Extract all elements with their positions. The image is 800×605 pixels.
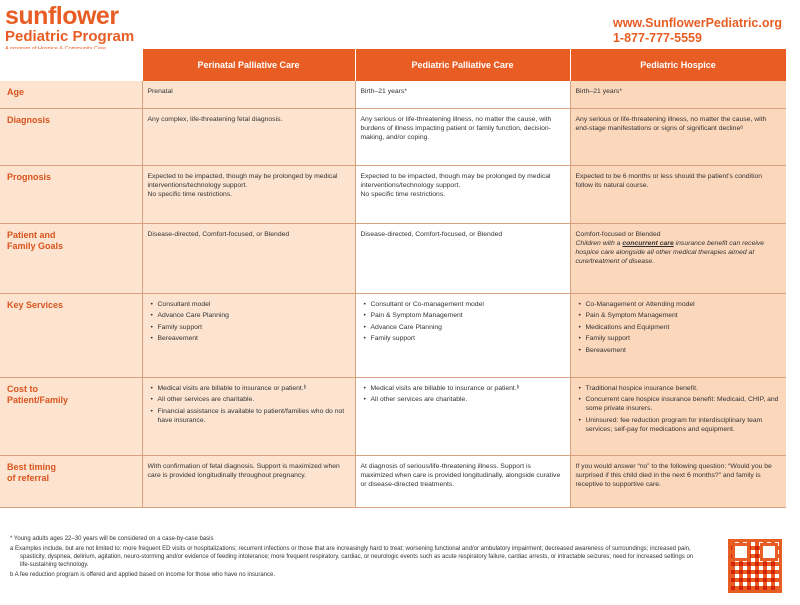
footnote: a Examples include, but are not limited to: more frequent ED visits or hospitalizations; recurrent infections or those that are increasingly hard to treat; worsening functional and/or ambulatory impairment; decreased awareness of surroundings; increased pain, spasticity, dyspnea, delirium, agitation, neuro-storming and/or evidence of feeding intolerance; more frequent respiratory, cardiac, or neurologic events such as acute respiratory failure, cardiac arrests, or intractable seizures; need for increased settings on life-sustaining technology. xyxy=(10,546,694,568)
list-item: • Concurrent care hospice insurance benefit: Medicaid, CHIP, and some private insurers. xyxy=(586,395,782,413)
list-item: • Traditional hospice insurance benefit. xyxy=(586,384,782,393)
list-item: • Co-Management or Attending model xyxy=(586,300,782,309)
phone-number: 1-877-777-5559 xyxy=(612,31,702,45)
cell: Any complex, life-threatening fetal diagnosis. xyxy=(142,108,355,165)
qr-code-icon[interactable] xyxy=(728,539,782,593)
services-list xyxy=(361,300,565,344)
cell: Disease-directed, Comfort-focused, or Blended xyxy=(142,223,355,293)
cell: With confirmation of fetal diagnosis. Support is maximized when care is provided longitudinally throughout pregnancy. xyxy=(142,455,355,507)
cell xyxy=(570,293,786,377)
list-item: • Bereavement xyxy=(586,346,782,355)
cell: Any serious or life-threatening illness, no matter the cause, with burdens of illness impacting patient or family function, decision-making, and/or coping. xyxy=(355,108,570,165)
cost-list xyxy=(148,384,350,425)
list-item: • Advance Care Planning xyxy=(158,311,350,320)
cell: Prenatal xyxy=(142,81,355,108)
cell: If you would answer “no” to the following question: “Would you be surprised if this child died in the next 6 months?” and family is receptive to supportive care. xyxy=(570,455,786,507)
cell xyxy=(142,293,355,377)
row-label-line: Patient/Family xyxy=(7,394,69,405)
cell: Disease-directed, Comfort-focused, or Blended xyxy=(355,223,570,293)
comparison-table xyxy=(0,49,787,508)
cell-text: Expected to be impacted, though may be prolonged by medical interventions/technology support. xyxy=(147,172,338,189)
list-item: • Medical visits are billable to insurance or patient.ᵇ xyxy=(158,384,350,393)
list-item: • Pain & Symptom Management xyxy=(586,311,782,320)
cell-text: Comfort-focused or Blended xyxy=(575,230,661,238)
row-label-goals xyxy=(0,223,142,293)
list-item: • Financial assistance is available to patient/families who do not have insurance. xyxy=(158,407,350,425)
list-item: • Family support xyxy=(158,323,350,332)
cost-list xyxy=(576,384,782,434)
header-row xyxy=(0,49,786,81)
list-item: • All other services are charitable. xyxy=(371,395,565,404)
list-item: • Bereavement xyxy=(158,334,350,343)
cell xyxy=(355,293,570,377)
cell xyxy=(142,377,355,455)
list-item: • Medications and Equipment xyxy=(586,323,782,332)
cell-text: No specific time restrictions. xyxy=(147,190,233,198)
table-row-timing xyxy=(0,455,786,507)
table-row-prognosis xyxy=(0,165,786,223)
row-label-line: Patient and xyxy=(7,229,56,240)
note-text: Children with a xyxy=(575,239,621,247)
table-row-services xyxy=(0,293,786,377)
cell: Birth–21 years* xyxy=(355,81,570,108)
cell xyxy=(355,377,570,455)
list-item: • Consultant model xyxy=(158,300,350,309)
concurrent-care-note xyxy=(576,240,765,265)
row-label-age: Age xyxy=(0,81,142,108)
column-header-palliative: Pediatric Palliative Care xyxy=(355,49,570,81)
row-label-line: Cost to xyxy=(7,383,38,394)
table-row-goals xyxy=(0,223,786,293)
cell xyxy=(142,165,355,223)
corner-cell xyxy=(0,49,142,81)
list-item: • Uninsured: fee reduction program for interdisciplinary team services; self-pay for medications and equipment. xyxy=(586,416,782,434)
cell xyxy=(355,165,570,223)
note-emphasis: concurrent care xyxy=(622,239,674,247)
cell xyxy=(570,223,786,293)
services-list xyxy=(148,300,350,344)
note-text: insurance benefit can receive hospice care alongside all other medical therapies aimed at cure/treatment of disease. xyxy=(575,239,765,265)
row-label-services: Key Services xyxy=(0,293,142,377)
list-item: • All other services are charitable. xyxy=(158,395,350,404)
cell-text: Expected to be impacted, though may be prolonged by medical interventions/technology support. xyxy=(360,172,551,189)
cell xyxy=(570,377,786,455)
cell-text: No specific time restrictions. xyxy=(360,190,446,198)
cell: Expected to be 6 months or less should the patient’s condition follow its natural course. xyxy=(570,165,786,223)
row-label-timing xyxy=(0,455,142,507)
row-label-prognosis: Prognosis xyxy=(0,165,142,223)
cost-list xyxy=(361,384,565,405)
footnotes xyxy=(6,535,701,581)
services-list xyxy=(576,300,782,355)
footnote: b A fee reduction program is offered and applied based on income for those who have no insurance. xyxy=(10,572,276,578)
cell: Any serious or life-threatening illness, no matter the cause, with end-stage manifestations or signs of significant declineᵃ xyxy=(570,108,786,165)
website-link[interactable]: www.SunflowerPediatric.org xyxy=(612,16,782,30)
table-row-age xyxy=(0,81,786,108)
list-item: • Medical visits are billable to insurance or patient.ᵇ xyxy=(371,384,565,393)
cell: At diagnosis of serious/life-threatening illness. Support is maximized when care is provided longitudinally, alongside curative or disease-directed treatments. xyxy=(355,455,570,507)
logo-program: Pediatric Program xyxy=(5,28,135,45)
table-row-diagnosis xyxy=(0,108,786,165)
contact-info xyxy=(613,16,782,46)
logo xyxy=(5,3,145,53)
column-header-hospice: Pediatric Hospice xyxy=(570,49,786,81)
logo-brand: sunflower xyxy=(5,2,119,30)
row-label-diagnosis: Diagnosis xyxy=(0,108,142,165)
row-label-line: Best timing xyxy=(7,461,57,472)
row-label-line: Family Goals xyxy=(7,240,64,251)
row-label-line: of referral xyxy=(7,472,50,483)
footnote: * Young adults ages 22–30 years will be considered on a case-by-case basis xyxy=(10,536,214,542)
list-item: • Family support xyxy=(371,334,565,343)
list-item: • Family support xyxy=(586,334,782,343)
list-item: • Pain & Symptom Management xyxy=(371,311,565,320)
list-item: • Consultant or Co-management model xyxy=(371,300,565,309)
cell: Birth–21 years* xyxy=(570,81,786,108)
column-header-perinatal: Perinatal Palliative Care xyxy=(142,49,355,81)
table-row-cost xyxy=(0,377,786,455)
list-item: • Advance Care Planning xyxy=(371,323,565,332)
row-label-cost xyxy=(0,377,142,455)
